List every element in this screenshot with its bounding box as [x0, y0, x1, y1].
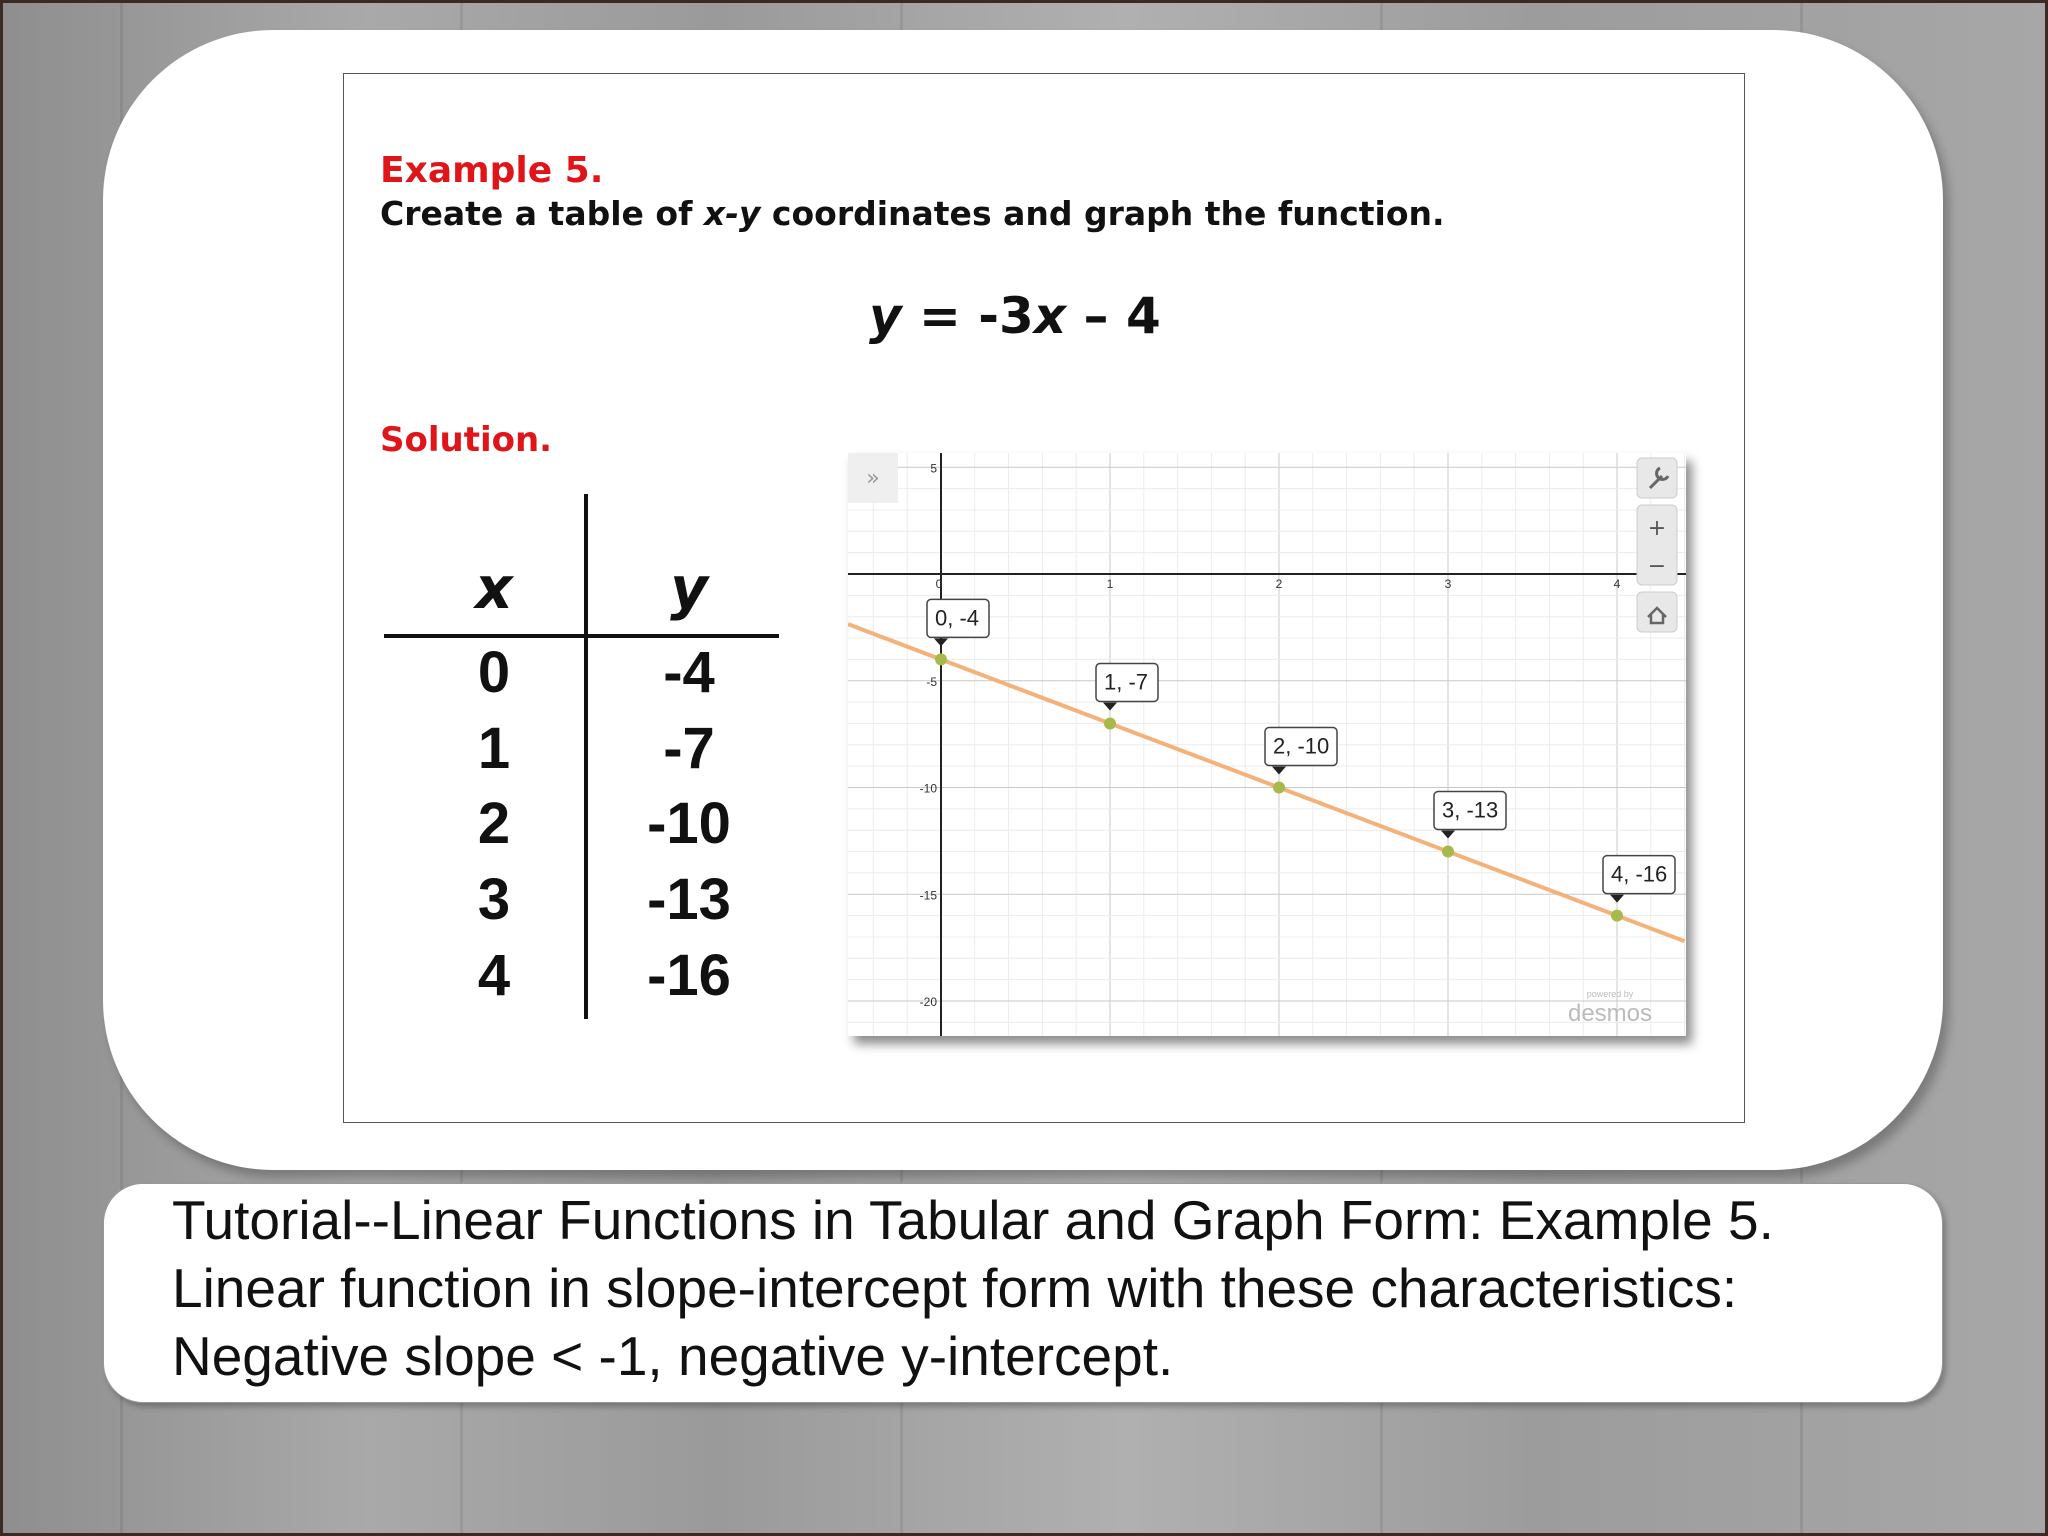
equation-post: – 4	[1066, 287, 1161, 345]
instruction-pre: Create a table of	[380, 194, 704, 233]
x-tick-label: 2	[1275, 577, 1283, 591]
data-point	[1611, 910, 1623, 922]
equation-y: y	[869, 287, 902, 345]
table-cell: 0	[477, 640, 511, 705]
zoom-in-button[interactable]: +	[1647, 516, 1667, 541]
instruction-text	[380, 194, 1445, 233]
instruction-post: coordinates and graph the function.	[760, 194, 1445, 233]
data-point	[935, 653, 947, 665]
example-title: Example 5.	[380, 150, 604, 191]
x-tick-label: 4	[1613, 577, 1621, 591]
table-cell: 2	[477, 791, 511, 856]
slide-content	[343, 73, 1745, 1123]
y-tick-label: -20	[919, 995, 937, 1009]
xy-table	[384, 494, 784, 1019]
point-label: 1, -7	[1104, 669, 1149, 695]
x-tick-label: 3	[1444, 577, 1452, 591]
point-label: 3, -13	[1442, 797, 1499, 823]
y-tick-label: -5	[926, 674, 937, 689]
desmos-graph[interactable]	[848, 453, 1686, 1036]
equation	[869, 287, 1161, 345]
table-cell: 4	[477, 943, 511, 1008]
point-label-pointer	[1610, 895, 1624, 903]
equation-mid: = -3	[901, 287, 1034, 345]
point-label-pointer	[1103, 702, 1117, 710]
data-point	[1442, 846, 1454, 858]
watermark-powered-by: powered by	[1586, 989, 1634, 999]
caption-line-2: Linear function in slope-intercept form with these characteristics:	[172, 1257, 1738, 1319]
table-cell: -10	[647, 791, 731, 856]
table-header-y: y	[670, 554, 708, 622]
solution-title: Solution.	[380, 420, 553, 460]
slide-card	[103, 30, 1943, 1170]
table-cell: -16	[647, 943, 731, 1008]
table-divider-vertical	[584, 494, 588, 1019]
graph-canvas[interactable]	[848, 453, 1686, 1036]
point-label: 0, -4	[935, 605, 980, 631]
point-label-pointer	[934, 638, 948, 646]
table-cell: 1	[477, 716, 511, 781]
y-tick-label: -15	[919, 888, 937, 903]
table-divider-horizontal	[384, 634, 779, 638]
point-label: 4, -16	[1611, 861, 1668, 887]
y-tick-label: 5	[930, 461, 937, 476]
caption-line-1: Tutorial--Linear Functions in Tabular and Graph Form: Example 5.	[172, 1189, 1774, 1251]
x-tick-label: 1	[1106, 577, 1114, 591]
table-cell: -4	[663, 640, 715, 705]
table-cell: -7	[663, 716, 715, 781]
home-button[interactable]	[1637, 592, 1677, 632]
point-label: 2, -10	[1273, 733, 1330, 759]
table-cell: -13	[647, 867, 731, 932]
point-label-pointer	[1441, 831, 1455, 839]
function-line	[848, 624, 1685, 941]
table-cell: 3	[477, 867, 511, 932]
x-tick-label: 0	[935, 577, 943, 591]
data-point	[1273, 782, 1285, 794]
instruction-var: x-y	[703, 194, 761, 233]
table-header-x: x	[475, 554, 513, 622]
point-label-pointer	[1272, 767, 1286, 775]
y-tick-label: -10	[919, 781, 937, 796]
data-point	[1104, 717, 1116, 729]
desmos-watermark: desmos	[1567, 1000, 1653, 1027]
caption-line-3: Negative slope < -1, negative y-intercept.	[172, 1325, 1174, 1387]
zoom-out-button[interactable]: −	[1647, 554, 1667, 579]
expand-icon: »	[866, 466, 880, 491]
caption-card	[103, 1183, 1943, 1403]
equation-x: x	[1033, 287, 1067, 345]
